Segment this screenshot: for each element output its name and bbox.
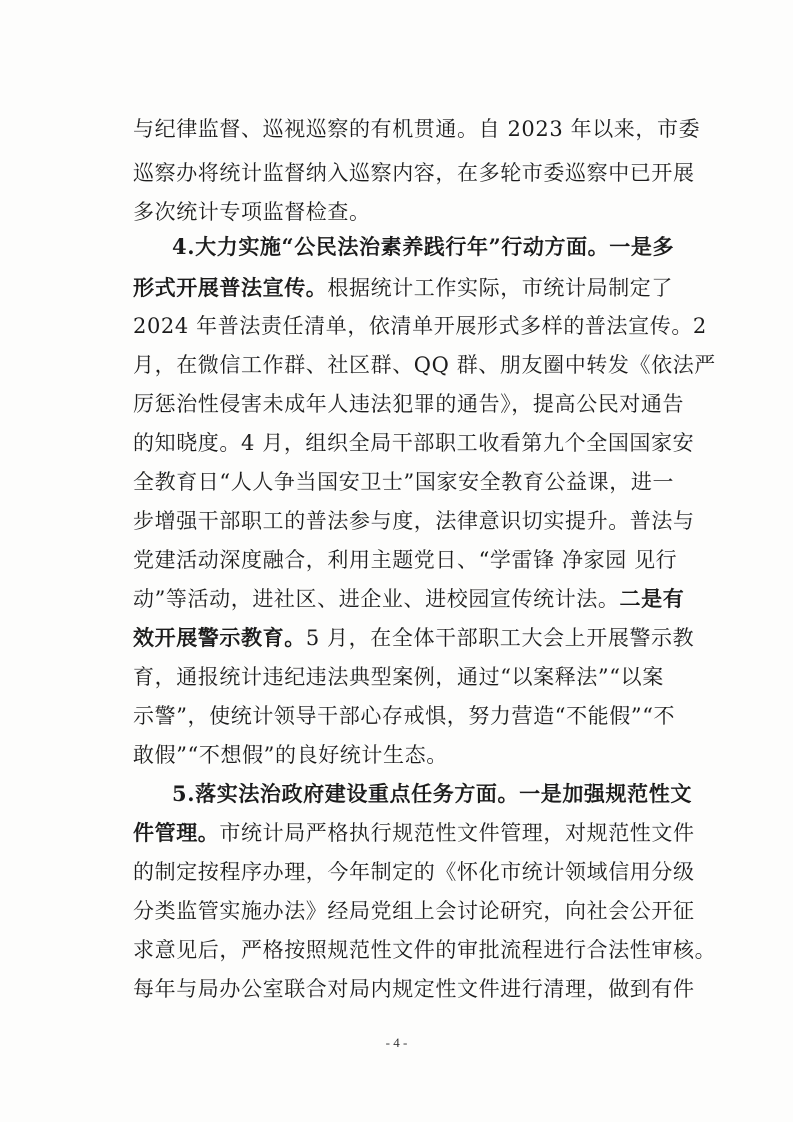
subheading: 形式开展普法宣传。 <box>133 275 328 300</box>
paragraph-line: 多次统计专项监督检查。 <box>133 200 371 224</box>
section-5-heading: 5.落实法治政府建设重点任务方面。一是加强规范性文 <box>172 781 692 806</box>
paragraph-line <box>133 818 695 848</box>
subheading: 二是有 <box>619 586 685 611</box>
text-run: 市统计局严格执行规范性文件管理，对规范性文件 <box>219 821 695 845</box>
subheading: 件管理。 <box>133 820 220 845</box>
paragraph-line: 月，在微信工作群、社区群、QQ 群、朋友圈中转发《依法严 <box>133 353 716 377</box>
text-run: 根据统计工作实际，市统计局制定了 <box>327 276 674 300</box>
paragraph-line: 求意见后，严格按照规范性文件的审批流程进行合法性审核。 <box>133 938 717 962</box>
paragraph-line <box>133 584 685 614</box>
page-number: - 4 - <box>385 1035 408 1050</box>
paragraph-line: 的知晓度。4 月，组织全局干部职工收看第九个全国国家安 <box>133 431 695 455</box>
paragraph-line <box>133 623 695 653</box>
paragraph-line: 全教育日“人人争当国安卫士”国家安全教育公益课，进一 <box>133 470 675 494</box>
paragraph-line: 育，通报统计违纪违法典型案例，通过“以案释法”“以案 <box>133 665 664 689</box>
paragraph-line: 的制定按程序办理，今年制定的《怀化市统计领域信用分级 <box>133 860 695 884</box>
paragraph-line: 厉惩治性侵害未成年人违法犯罪的通告》，提高公民对通告 <box>133 392 685 416</box>
paragraph-line: 步增强干部职工的普法参与度，法律意识切实提升。普法与 <box>133 509 695 533</box>
paragraph-line: 与纪律监督、巡视巡察的有机贯通。自 2023 年以来，市委 <box>133 117 701 141</box>
text-run: 动”等活动，进社区、进企业、进校园宣传统计法。 <box>133 587 620 611</box>
paragraph-line: 敢假”“不想假”的良好统计生态。 <box>133 743 448 767</box>
section-4-heading: 4.大力实施“公民法治素养践行年”行动方面。一是多 <box>172 234 675 259</box>
paragraph-line: 党建活动深度融合，利用主题党日、“学雷锋 净家园 见行 <box>133 548 678 572</box>
text-run: 5 月，在全体干部职工大会上开展警示教 <box>305 626 695 650</box>
paragraph-line: 每年与局办公室联合对局内规定性文件进行清理，做到有件 <box>133 977 695 1001</box>
subheading: 效开展警示教育。 <box>133 625 306 650</box>
paragraph-line: 示警”，使统计领导干部心存戒惧，努力营造“不能假”“不 <box>133 704 676 728</box>
paragraph-line: 分类监管实施办法》经局党组上会讨论研究，向社会公开征 <box>133 899 695 923</box>
paragraph-line: 2024 年普法责任清单，依清单开展形式多样的普法宣传。2 <box>133 314 707 338</box>
paragraph-line: 巡察办将统计监督纳入巡察内容，在多轮市委巡察中已开展 <box>133 161 695 185</box>
paragraph-line <box>133 273 681 303</box>
